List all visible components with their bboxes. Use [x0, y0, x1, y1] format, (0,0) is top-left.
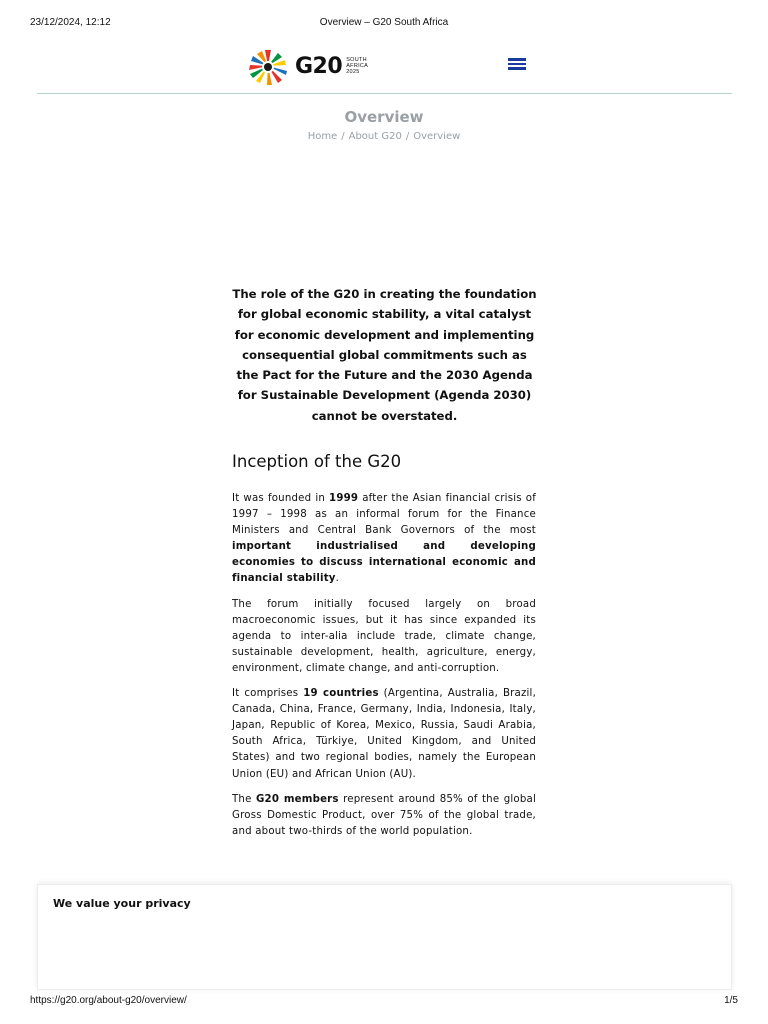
logo-sub-line-3: 2025	[346, 69, 360, 75]
cookie-consent-banner	[37, 884, 732, 990]
bold-year: 1999	[329, 493, 359, 504]
text-span: .	[335, 573, 340, 585]
print-date: 23/12/2024, 12:12	[30, 17, 111, 28]
text-span: The	[232, 793, 256, 805]
site-header	[0, 44, 768, 94]
hamburger-menu-icon[interactable]	[508, 56, 526, 72]
breadcrumb-separator: /	[405, 131, 410, 142]
text-span: It was founded in	[232, 493, 330, 504]
g20-logo[interactable]	[245, 44, 368, 88]
g20-emblem-icon	[245, 46, 291, 86]
print-header	[0, 17, 768, 31]
paragraph-share	[232, 792, 536, 840]
intro-statement: The role of the G20 in creating the foundation for global economic stability, a vital catalyst for economic development and implementing consequential global commitments such as the Pact for the Future and the 2030 Agenda for Sustainable Development (Agenda 2030) cannot be overstated.	[232, 287, 537, 423]
breadcrumb-about-g20[interactable]: About G20	[348, 131, 402, 142]
page-title: Overview	[344, 108, 424, 126]
paragraph-members	[232, 686, 536, 783]
paragraph-founding	[232, 491, 536, 588]
header-divider	[37, 93, 732, 94]
breadcrumb	[0, 131, 768, 142]
text-span: (Argentina, Australia, Brazil, Canada, China, France, Germany, India, Indonesia, Italy, Japan, Republic of Korea, Mexico, Russia, Saudi Arabia, South Africa, Türkiye, United Kingdom, and United States) and two regional bodies, namely the European Union (EU) and African Union (AU).	[232, 688, 537, 780]
logo-sub-line-1: SOUTH	[346, 57, 367, 63]
text-span: represent around 85% of the global Gross Domestic Product, over 75% of the global trade, and about two-thirds of the world population.	[232, 793, 536, 837]
print-page-number: 1/5	[724, 995, 738, 1006]
paragraph-agenda: The forum initially focused largely on broad macroeconomic issues, but it has since expanded its agenda to inter-alia include trade, climate change, sustainable development, health, agriculture, energy, environment, climate change, and anti-corruption.	[232, 598, 536, 674]
bold-countries: 19 countries	[303, 688, 379, 700]
section-heading: Inception of the G20	[232, 452, 402, 471]
text-span: after the Asian financial crisis of 1997 – 1998 as an informal forum for the Finance Ministers and Central Bank Governors of the most	[232, 493, 536, 537]
breadcrumb-separator: /	[341, 131, 345, 142]
bold-members: G20 members	[255, 793, 339, 805]
print-footer	[0, 995, 768, 1009]
cookie-banner-title: We value your privacy	[53, 897, 191, 910]
logo-sub-line-2: AFRICA	[346, 63, 369, 69]
print-title: Overview – G20 South Africa	[319, 17, 449, 28]
logo-text: G20	[295, 53, 343, 79]
logo-subtext	[346, 57, 368, 75]
breadcrumb-current: Overview	[413, 131, 461, 142]
print-url: https://g20.org/about-g20/overview/	[30, 995, 187, 1006]
breadcrumb-home[interactable]: Home	[307, 131, 338, 142]
bold-purpose: important industrialised and developing economies to discuss international economic and financial stability	[232, 541, 536, 585]
text-span: It comprises	[232, 688, 304, 700]
article-body	[232, 491, 536, 849]
